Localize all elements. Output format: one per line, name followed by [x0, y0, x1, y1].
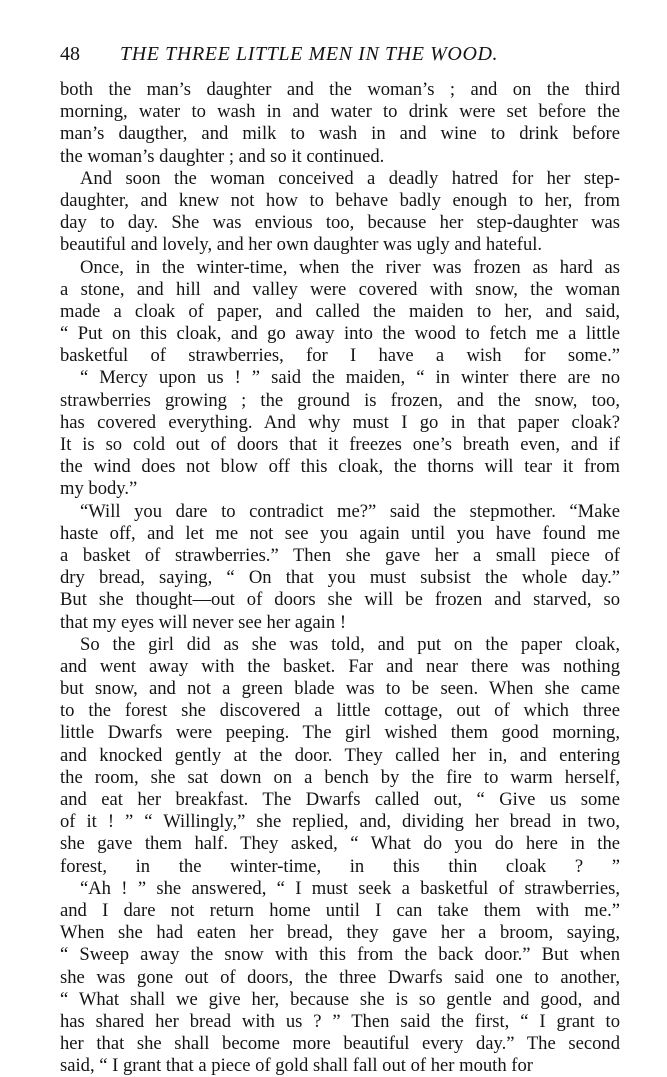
text-line: a stone, and hill and valley were covered with snow, the woman: [60, 278, 620, 300]
text-line: daughter, and knew not how to behave badly enough to her, from: [60, 189, 620, 211]
text-line: her that she shall become more beautiful every day.” The second: [60, 1033, 620, 1055]
text-line: little Dwarfs were peeping. The girl wished them good morning,: [60, 722, 620, 744]
page-number: 48: [60, 43, 80, 65]
text-line: When she had eaten her bread, they gave her a broom, saying,: [60, 922, 620, 944]
text-line: a basket of strawberries.” Then she gave her a small piece of: [60, 544, 620, 566]
running-head: [60, 40, 620, 68]
text-line: made a cloak of paper, and called the maiden to her, and said,: [60, 300, 620, 322]
text-line: beautiful and lovely, and her own daughter was ugly and hateful.: [60, 234, 543, 256]
paragraph: [60, 634, 620, 878]
text-line: my body.”: [60, 478, 138, 500]
paragraph: [60, 367, 620, 500]
text-line: “ Mercy upon us ! ” said the maiden, “ in winter there are no: [80, 367, 620, 389]
text-line: It is so cold out of doors that it freezes one’s breath even, and if: [60, 434, 620, 455]
paragraph: [60, 501, 620, 634]
text-line: and went away with the basket. Far and near there was nothing: [60, 655, 620, 677]
text-line: forest, in the winter-time, in this thin cloak ? ”: [60, 855, 620, 877]
text-line: that my eyes will never see her again !: [60, 611, 347, 633]
text-line: has covered everything. And why must I go in that paper cloak?: [60, 411, 620, 433]
paragraph: [60, 168, 620, 257]
text-line: basketful of strawberries, for I have a wish for some.”: [60, 345, 620, 367]
chapter-title: THE THREE LITTLE MEN IN THE WOOD.: [120, 43, 499, 65]
text-line: morning, water to wash in and water to drink were set before the: [60, 101, 620, 123]
text-line: man’s daugther, and milk to wash in and wine to drink before: [60, 123, 620, 145]
text-line: And soon the woman conceived a deadly hatred for her step-: [80, 167, 620, 189]
text-line: and I dare not return home until I can take them with me.”: [60, 899, 620, 921]
text-line: said, “ I grant that a piece of gold shall fall out of her mouth for: [60, 1055, 533, 1077]
paragraph: [60, 878, 620, 1077]
text-line: the room, she sat down on a bench by the fire to warm herself,: [60, 766, 620, 788]
paragraph: [60, 257, 620, 368]
paragraph: [60, 79, 620, 168]
text-line: both the man’s daughter and the woman’s ; and on the third: [60, 79, 620, 100]
text-line: and knocked gently at the door. They called her in, and entering: [60, 744, 620, 766]
text-line: she was gone out of doors, the three Dwarfs said one to another,: [60, 966, 620, 988]
text-line: “Ah ! ” she answered, “ I must seek a basketful of strawberries,: [80, 877, 620, 899]
text-line: the woman’s daughter ; and so it continued.: [60, 145, 385, 167]
text-line: “ Put on this cloak, and go away into the wood to fetch me a little: [60, 323, 620, 345]
text-line: strawberries growing ; the ground is frozen, and the snow, too,: [60, 389, 620, 411]
text-line: haste off, and let me not see you again until you have found me: [60, 522, 620, 544]
body-text: [60, 79, 620, 1077]
text-line: but snow, and not a green blade was to be seen. When she came: [60, 678, 620, 700]
text-line: dry bread, saying, “ On that you must subsist the whole day.”: [60, 567, 620, 589]
text-line: “ Sweep away the snow with this from the back door.” But when: [60, 944, 620, 966]
text-line: “ What shall we give her, because she is so gentle and good, and: [60, 988, 620, 1010]
text-line: Once, in the winter-time, when the river was frozen as hard as: [80, 256, 620, 278]
text-line: “Will you dare to contradict me?” said the stepmother. “Make: [80, 500, 620, 522]
text-line: So the girl did as she was told, and put on the paper cloak,: [80, 633, 620, 655]
text-line: and eat her breakfast. The Dwarfs called out, “ Give us some: [60, 789, 620, 810]
text-line: she gave them half. They asked, “ What do you do here in the: [60, 833, 620, 855]
text-line: has shared her bread with us ? ” Then said the first, “ I grant to: [60, 1010, 620, 1032]
text-line: But she thought—out of doors she will be frozen and starved, so: [60, 589, 620, 611]
text-line: day to day. She was envious too, because her step-daughter was: [60, 212, 620, 234]
text-line: the wind does not blow off this cloak, the thorns will tear it from: [60, 456, 620, 478]
text-line: of it ! ” “ Willingly,” she replied, and, dividing her bread in two,: [60, 811, 620, 833]
text-line: to the forest she discovered a little cottage, out of which three: [60, 700, 620, 722]
